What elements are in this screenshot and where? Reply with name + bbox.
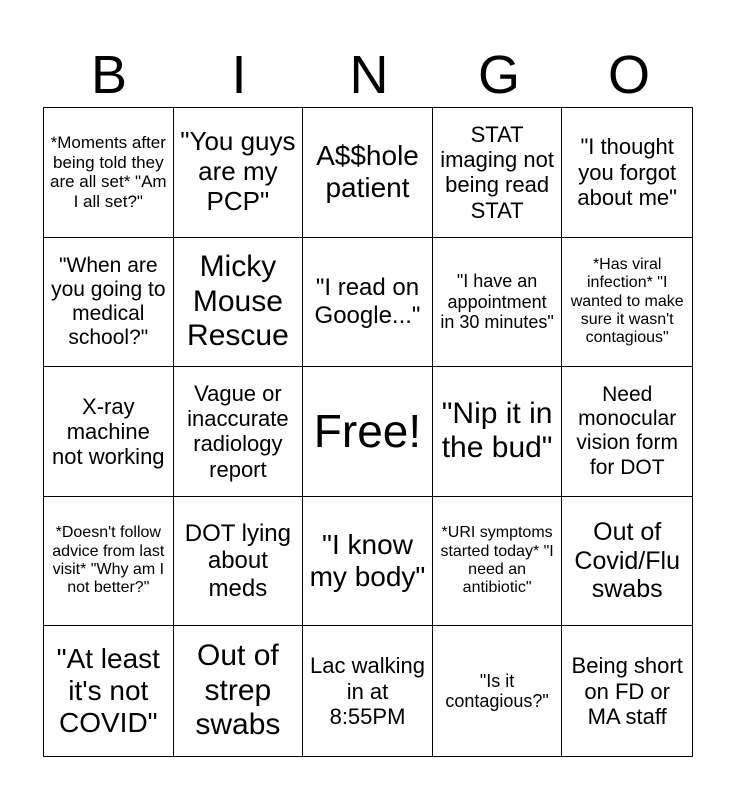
bingo-cell[interactable]: "When are you going to medical school?" xyxy=(44,238,174,368)
bingo-cell[interactable]: "Nip it in the bud" xyxy=(433,367,563,497)
bingo-cell[interactable]: DOT lying about meds xyxy=(174,497,304,627)
header-letter-g: G xyxy=(477,45,520,105)
bingo-cell[interactable]: "I read on Google..." xyxy=(303,238,433,368)
header-letter-o: O xyxy=(607,45,650,105)
bingo-cell[interactable]: X-ray machine not working xyxy=(44,367,174,497)
bingo-cell[interactable]: Micky Mouse Rescue xyxy=(174,238,304,368)
header-letter-n: N xyxy=(349,45,389,105)
bingo-cell[interactable]: STAT imaging not being read STAT xyxy=(433,108,563,238)
bingo-cell[interactable]: *Moments after being told they are all set* "Am I all set?" xyxy=(44,108,174,238)
bingo-cell[interactable]: *URI symptoms started today* "I need an antibiotic" xyxy=(433,497,563,627)
bingo-cell[interactable]: A$$hole patient xyxy=(303,108,433,238)
bingo-cell[interactable]: Being short on FD or MA staff xyxy=(571,653,683,729)
bingo-cell[interactable]: *Doesn't follow advice from last visit* "Why am I not better?" xyxy=(44,497,174,627)
bingo-cell[interactable]: Vague or inaccurate radiology report xyxy=(174,367,304,497)
bingo-cell[interactable]: *Has viral infection* "I wanted to make sure it wasn't contagious" xyxy=(562,238,692,368)
bingo-cell[interactable]: "I have an appointment in 30 minutes" xyxy=(433,238,563,368)
header-letter-b: B xyxy=(90,45,128,105)
bingo-board xyxy=(43,107,693,757)
bingo-cell[interactable]: "I know my body" xyxy=(303,497,433,627)
bingo-cell[interactable]: "Is it contagious?" xyxy=(433,626,563,756)
bingo-cell[interactable]: Need monocular vision form for DOT xyxy=(562,367,692,497)
bingo-cell[interactable]: Out of Covid/Flu swabs xyxy=(562,497,692,627)
bingo-cell[interactable]: "At least it's not COVID" xyxy=(44,626,174,756)
bingo-header xyxy=(44,44,694,106)
bingo-cell[interactable]: "I thought you forgot about me" xyxy=(562,108,692,238)
header-letter-i: I xyxy=(231,45,247,105)
bingo-cell[interactable]: Out of strep swabs xyxy=(174,626,304,756)
bingo-cell[interactable]: "You guys are my PCP" xyxy=(174,108,304,238)
bingo-cell[interactable]: Lac walking in at 8:55PM xyxy=(303,626,433,756)
free-space-cell[interactable]: Free! xyxy=(303,367,433,497)
